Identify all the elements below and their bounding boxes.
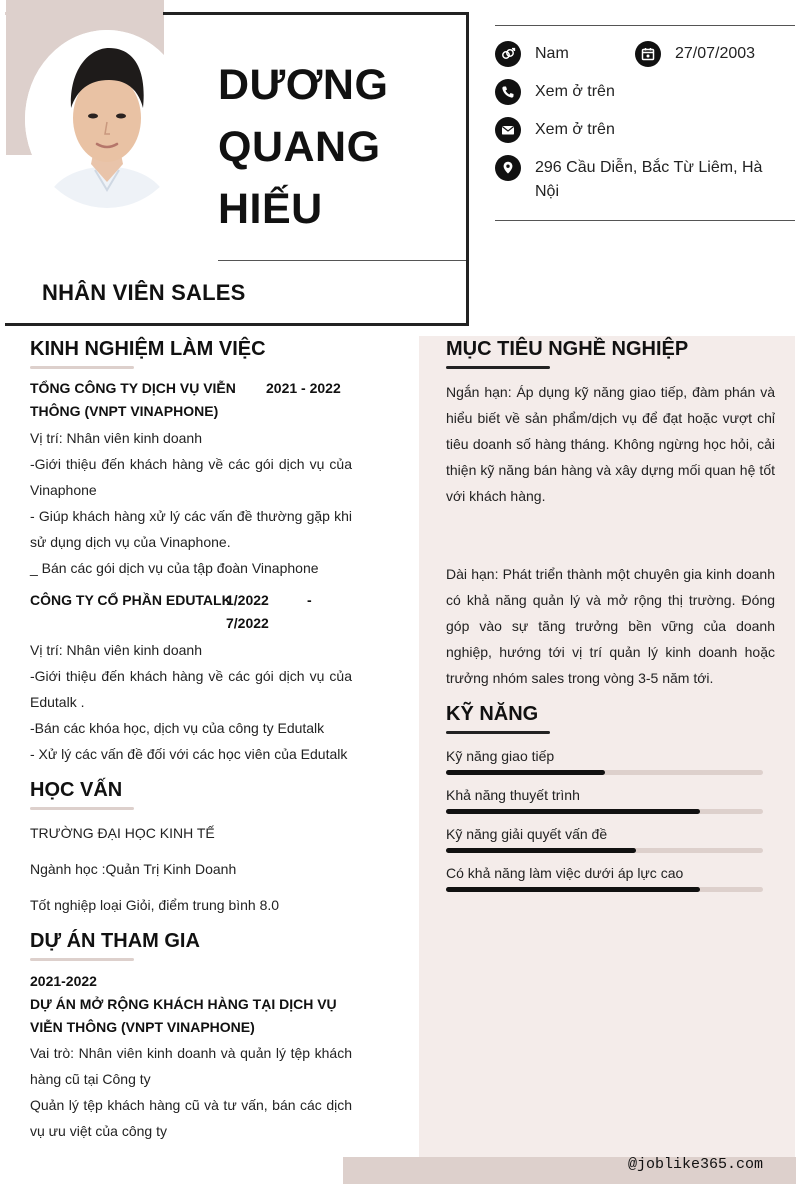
skill-bar-fill — [446, 887, 700, 892]
gender-icon — [495, 41, 521, 67]
location-icon — [495, 155, 521, 181]
objective-long-term: Dài hạn: Phát triển thành một chuyên gia kinh doanh có khả năng quản lý và mở rộng thị trường. Đóng góp vào sự tăng trưởng bền vững của doanh nghiệp, hướng tới vị trí quản lý kinh doanh hoặc trưởng nhóm sales trong vòng 3-5 năm tới. — [446, 566, 775, 686]
avatar — [25, 30, 189, 208]
name-line-1: DƯƠNG — [218, 61, 389, 109]
contact-divider-bottom — [495, 220, 795, 221]
experience-title: KINH NGHIỆM LÀM VIỆC — [30, 338, 266, 360]
skill-bar-track — [446, 887, 763, 892]
candidate-name — [218, 54, 458, 240]
job-1-duty-1: -Giới thiệu đến khách hàng về các gói dịch vụ của Vinaphone — [30, 456, 352, 498]
skills-title: KỸ NĂNG — [446, 703, 539, 725]
project-desc: Quản lý tệp khách hàng cũ và tư vấn, bán các dịch vụ ưu việt của công ty — [30, 1097, 352, 1139]
contact-address: 296 Cầu Diễn, Bắc Từ Liêm, Hà Nội — [535, 159, 763, 200]
skill-bar-track — [446, 848, 763, 853]
mail-icon — [495, 117, 521, 143]
education-title: HỌC VẤN — [30, 779, 123, 801]
job-1-duty-2: - Giúp khách hàng xử lý các vấn đề thường gặp khi sử dụng dịch vụ của Vinaphone. — [30, 508, 352, 550]
objective-underline — [446, 366, 550, 369]
project-period: 2021-2022 — [30, 973, 97, 989]
job-2-duty-1: -Giới thiệu đến khách hàng về các gói dịch vụ của Edutalk . — [30, 668, 352, 710]
job-title: NHÂN VIÊN SALES — [42, 280, 246, 305]
job-2-position: Vị trí: Nhân viên kinh doanh — [30, 642, 202, 658]
watermark: @joblike365.com — [628, 1156, 764, 1173]
job-2-period-end: 7/2022 — [226, 615, 269, 631]
name-line-2: QUANG — [218, 123, 381, 171]
education-school: TRƯỜNG ĐẠI HỌC KINH TẾ — [30, 825, 215, 841]
education-result: Tốt nghiệp loại Giỏi, điểm trung bình 8.0 — [30, 897, 280, 913]
skill-bar-track — [446, 809, 763, 814]
job-2-duty-2: -Bán các khóa học, dịch vụ của công ty Edutalk — [30, 720, 325, 736]
name-divider — [218, 260, 466, 261]
project-role: Vai trò: Nhân viên kinh doanh và quản lý tệp khách hàng cũ tại Công ty — [30, 1045, 352, 1087]
skill-bar-fill — [446, 809, 700, 814]
education-major: Ngành học :Quản Trị Kinh Doanh — [30, 861, 237, 877]
objective-title: MỤC TIÊU NGHỀ NGHIỆP — [446, 338, 689, 360]
calendar-icon — [635, 41, 661, 67]
skill-label: Có khả năng làm việc dưới áp lực cao — [446, 865, 684, 881]
job-1-position: Vị trí: Nhân viên kinh doanh — [30, 430, 202, 446]
experience-underline — [30, 366, 134, 369]
skills-underline — [446, 731, 550, 734]
skill-label: Khả năng thuyết trình — [446, 787, 580, 803]
education-underline — [30, 807, 134, 810]
job-1-duty-3: _ Bán các gói dịch vụ của tập đoàn Vinaphone — [30, 560, 319, 576]
job-2-period-dash: - — [307, 592, 312, 608]
contact-gender: Nam — [535, 45, 569, 62]
job-2-period-start: 1/2022 — [226, 592, 269, 608]
projects-title: DỰ ÁN THAM GIA — [30, 930, 200, 952]
projects-underline — [30, 958, 134, 961]
objective-short-term: Ngắn hạn: Áp dụng kỹ năng giao tiếp, đàm phán và hiểu biết về sản phẩm/dịch vụ để đạt hoặc vượt chỉ tiêu doanh số hàng tháng. Không ngừng học hỏi, cải thiện kỹ năng bán hàng và xây dựng mối quan hệ tốt với khách hàng. — [446, 384, 775, 504]
contact-email: Xem ở trên — [535, 121, 615, 138]
skill-label: Kỹ năng giải quyết vấn đề — [446, 826, 608, 842]
contact-divider-top — [495, 25, 795, 26]
contact-birthday: 27/07/2003 — [675, 45, 756, 62]
job-1-company: TỔNG CÔNG TY DỊCH VỤ VIỄN THÔNG (VNPT VINAPHONE) — [30, 380, 236, 419]
skill-bar-fill — [446, 770, 605, 775]
skill-label: Kỹ năng giao tiếp — [446, 748, 555, 764]
skill-bar-fill — [446, 848, 636, 853]
project-name: DỰ ÁN MỞ RỘNG KHÁCH HÀNG TẠI DỊCH VỤ VIỄN THÔNG (VNPT VINAPHONE) — [30, 996, 337, 1035]
job-2-company: CÔNG TY CỔ PHẦN EDUTALK — [30, 592, 232, 608]
contact-phone: Xem ở trên — [535, 83, 615, 100]
phone-icon — [495, 79, 521, 105]
job-2-duty-3: - Xử lý các vấn đề đối với các học viên của Edutalk — [30, 746, 348, 762]
skill-bar-track — [446, 770, 763, 775]
job-1-period: 2021 - 2022 — [266, 380, 341, 396]
name-line-3: HIẾU — [218, 185, 323, 233]
